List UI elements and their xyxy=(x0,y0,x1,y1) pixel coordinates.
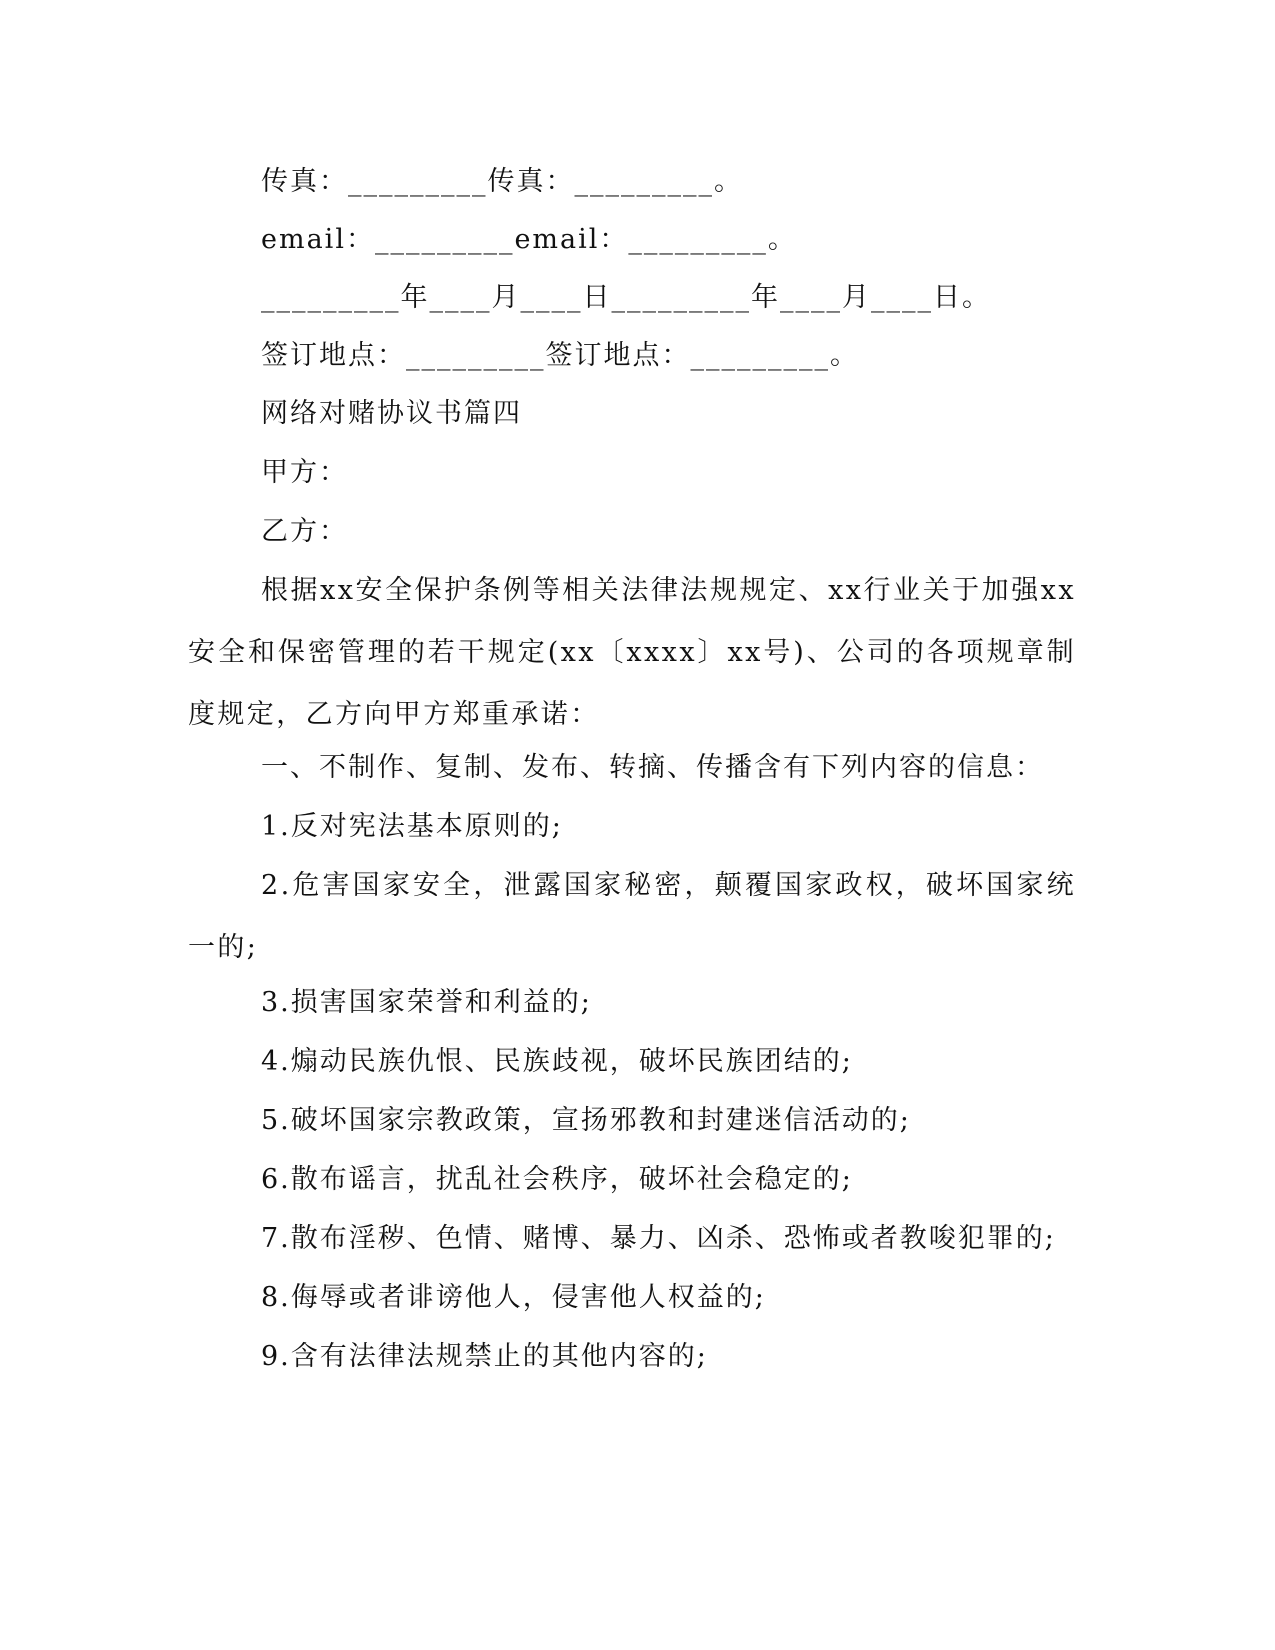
list-item: 5.破坏国家宗教政策，宣扬邪教和封建迷信活动的; xyxy=(261,1105,911,1136)
list-item: 2.危害国家安全，泄露国家秘密，颠覆国家政权，破坏国家统一的; xyxy=(188,870,1076,963)
list-item: 8.侮辱或者诽谤他人，侵害他人权益的; xyxy=(261,1282,766,1313)
signing-place-line: 签订地点：_________签订地点：_________。 xyxy=(261,340,859,371)
list-item: 1.反对宪法基本原则的; xyxy=(261,811,563,842)
party-a-label: 甲方： xyxy=(261,457,348,488)
list-item: 7.散布淫秽、色情、赌博、暴力、凶杀、恐怖或者教唆犯罪的; xyxy=(261,1223,1056,1254)
list-item: 6.散布谣言，扰乱社会秩序，破坏社会稳定的; xyxy=(261,1164,853,1195)
fax-line: 传真：_________传真：_________。 xyxy=(261,166,743,197)
intro-paragraph: 根据xx安全保护条例等相关法律法规规定、xx行业关于加强xx安全和保密管理的若干规定(xx〔xxxx〕xx号)、公司的各项规章制度规定，乙方向甲方郑重承诺： xyxy=(188,575,1076,730)
clause-one-heading: 一、不制作、复制、发布、转摘、传播含有下列内容的信息： xyxy=(261,752,1044,783)
email-line: email：_________email：_________。 xyxy=(261,224,797,255)
list-item: 9.含有法律法规禁止的其他内容的; xyxy=(261,1341,708,1372)
list-item: 3.损害国家荣誉和利益的; xyxy=(261,987,592,1018)
date-line: _________年____月____日_________年____月____日。 xyxy=(261,282,991,313)
section-title: 网络对赌协议书篇四 xyxy=(261,398,522,429)
party-b-label: 乙方： xyxy=(261,516,348,547)
list-item: 4.煽动民族仇恨、民族歧视，破坏民族团结的; xyxy=(261,1046,853,1077)
